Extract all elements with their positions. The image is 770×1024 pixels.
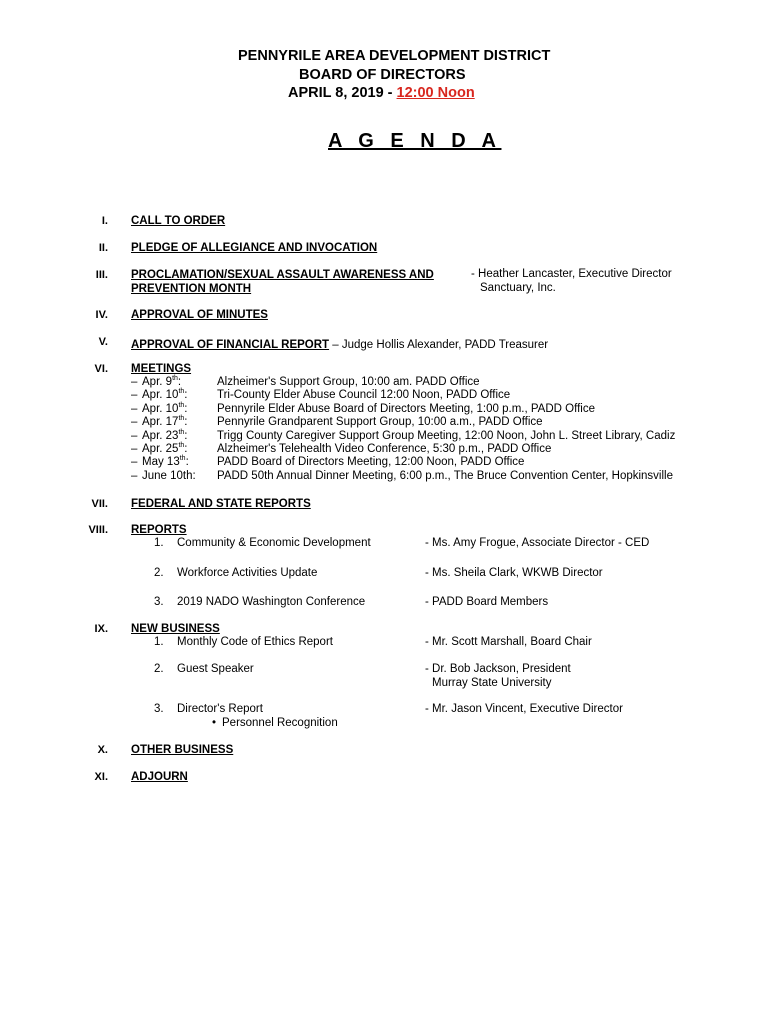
meeting-description: Tri-County Elder Abuse Council 12:00 Noon, PADD Office	[217, 389, 511, 402]
item-number: V.	[98, 336, 108, 348]
business-label: Director's Report	[177, 703, 263, 715]
business-presenter: - Mr. Scott Marshall, Board Chair	[425, 636, 592, 648]
meeting-date-colon: :	[184, 402, 188, 415]
item-pledge: PLEDGE OF ALLEGIANCE AND INVOCATION	[131, 242, 378, 254]
meeting-date-text: June 10th:	[142, 469, 196, 482]
meeting-date-text: Apr. 10	[142, 402, 179, 415]
header-line-2: BOARD OF DIRECTORS	[299, 67, 466, 83]
meeting-date-text: Apr. 25	[142, 442, 179, 455]
item-proclamation-line2: PREVENTION MONTH	[131, 283, 252, 295]
agenda-title: A G E N D A	[328, 130, 502, 152]
item-number: VI.	[94, 363, 108, 375]
report-label: 2019 NADO Washington Conference	[177, 596, 366, 608]
proclamation-presenter: - Heather Lancaster, Executive Director	[471, 268, 672, 280]
meeting-date	[142, 403, 188, 416]
header-line-1: PENNYRILE AREA DEVELOPMENT DISTRICT	[238, 48, 551, 64]
meeting-row	[131, 456, 691, 469]
meeting-row	[131, 443, 691, 456]
item-number: IX.	[94, 623, 108, 635]
report-label: Community & Economic Development	[177, 537, 371, 549]
item-number: XI.	[94, 771, 108, 783]
item-meetings: MEETINGS	[131, 363, 192, 375]
business-num: 2.	[154, 663, 164, 675]
meeting-date-text: Apr. 23	[142, 429, 179, 442]
item-number: VII.	[91, 498, 108, 510]
item-number: IV.	[95, 309, 108, 321]
item-proclamation-line1: PROCLAMATION/SEXUAL ASSAULT AWARENESS AND	[131, 269, 434, 281]
meeting-date	[142, 376, 181, 389]
item-number: II.	[98, 242, 108, 254]
meeting-date-colon: :	[184, 389, 188, 402]
item-approval-financial	[131, 335, 548, 353]
financial-presenter: – Judge Hollis Alexander, PADD Treasurer	[329, 339, 549, 351]
item-reports: REPORTS	[131, 524, 187, 536]
business-presenter: - Mr. Jason Vincent, Executive Director	[425, 703, 623, 715]
meeting-description: Alzheimer's Support Group, 10:00 am. PADD Office	[217, 376, 480, 388]
meeting-description: Trigg County Caregiver Support Group Meeting, 12:00 Noon, John L. Street Library, Cadiz	[217, 429, 676, 442]
meeting-date-text: Apr. 10	[142, 389, 179, 402]
meeting-row	[131, 470, 691, 483]
meeting-date-text: Apr. 9	[142, 376, 173, 388]
item-adjourn: ADJOURN	[131, 771, 188, 783]
business-num: 3.	[154, 703, 164, 715]
dash-icon: –	[131, 416, 138, 429]
item-number: III.	[95, 269, 108, 281]
header-time: 12:00 Noon	[396, 85, 475, 101]
meeting-date-suffix: th	[178, 388, 185, 396]
report-presenter: - PADD Board Members	[425, 596, 549, 608]
proclamation-presenter-org: Sanctuary, Inc.	[480, 282, 556, 294]
bullet-icon: •	[212, 717, 217, 729]
meeting-date	[142, 430, 188, 443]
meeting-date-colon: :	[177, 376, 182, 388]
meeting-date	[142, 416, 188, 429]
item-approval-minutes: APPROVAL OF MINUTES	[131, 309, 268, 321]
dash-icon: –	[131, 389, 138, 402]
business-num: 1.	[154, 636, 164, 648]
business-label: Monthly Code of Ethics Report	[177, 636, 333, 648]
item-call-to-order: CALL TO ORDER	[131, 215, 226, 227]
report-num: 3.	[154, 596, 164, 608]
meeting-date-suffix: th	[178, 428, 185, 436]
item-number: VIII.	[88, 524, 108, 536]
meeting-date-colon: :	[185, 456, 189, 469]
business-presenter-org: Murray State University	[432, 677, 552, 689]
meeting-row	[131, 389, 691, 402]
dash-icon: –	[131, 402, 138, 415]
meeting-description: PADD 50th Annual Dinner Meeting, 6:00 p.m., The Bruce Convention Center, Hopkinsville	[217, 469, 673, 482]
report-presenter: - Ms. Amy Frogue, Associate Director - CED	[425, 537, 650, 549]
meeting-description: Pennyrile Grandparent Support Group, 10:00 a.m., PADD Office	[217, 416, 543, 429]
dash-icon: –	[131, 429, 138, 442]
meeting-date-text: May 13	[142, 456, 180, 469]
business-bullet-item: Personnel Recognition	[222, 717, 338, 729]
business-label: Guest Speaker	[177, 663, 254, 675]
meeting-description: Alzheimer's Telehealth Video Conference, 5:30 p.m., PADD Office	[217, 442, 552, 455]
meeting-date-text: Apr. 17	[142, 416, 179, 429]
dash-icon: –	[131, 442, 138, 455]
dash-icon: –	[131, 456, 138, 469]
item-number: X.	[97, 744, 108, 756]
meeting-date	[142, 389, 188, 402]
meeting-date	[142, 456, 189, 469]
header-date: APRIL 8, 2019 -	[288, 85, 397, 101]
meeting-row	[131, 416, 691, 429]
meeting-row	[131, 403, 691, 416]
business-presenter: - Dr. Bob Jackson, President	[425, 663, 571, 675]
meeting-date	[142, 470, 196, 483]
meeting-row	[131, 376, 691, 389]
meeting-date-colon: :	[184, 429, 188, 442]
report-num: 1.	[154, 537, 164, 549]
item-other-business: OTHER BUSINESS	[131, 744, 234, 756]
dash-icon: –	[131, 469, 138, 482]
meeting-date-suffix: th	[178, 401, 185, 409]
dash-icon: –	[131, 376, 138, 388]
meeting-date-suffix: th	[172, 375, 178, 383]
item-number: I.	[101, 215, 108, 227]
meeting-description: PADD Board of Directors Meeting, 12:00 Noon, PADD Office	[217, 456, 525, 469]
meeting-description: Pennyrile Elder Abuse Board of Directors Meeting, 1:00 p.m., PADD Office	[217, 402, 595, 415]
item-new-business: NEW BUSINESS	[131, 623, 220, 635]
meeting-date-suffix: th	[178, 415, 185, 423]
meeting-date	[142, 443, 188, 456]
report-label: Workforce Activities Update	[177, 567, 318, 579]
header-line-3	[288, 84, 475, 103]
report-presenter: - Ms. Sheila Clark, WKWB Director	[425, 567, 603, 579]
report-num: 2.	[154, 567, 164, 579]
meetings-list	[131, 376, 691, 483]
meeting-row	[131, 430, 691, 443]
meeting-date-colon: :	[184, 416, 188, 429]
item-federal-state: FEDERAL AND STATE REPORTS	[131, 498, 311, 510]
meeting-date-colon: :	[184, 442, 188, 455]
financial-label: APPROVAL OF FINANCIAL REPORT	[131, 339, 330, 351]
meeting-date-suffix: th	[179, 455, 186, 463]
meeting-date-suffix: th	[178, 442, 185, 450]
